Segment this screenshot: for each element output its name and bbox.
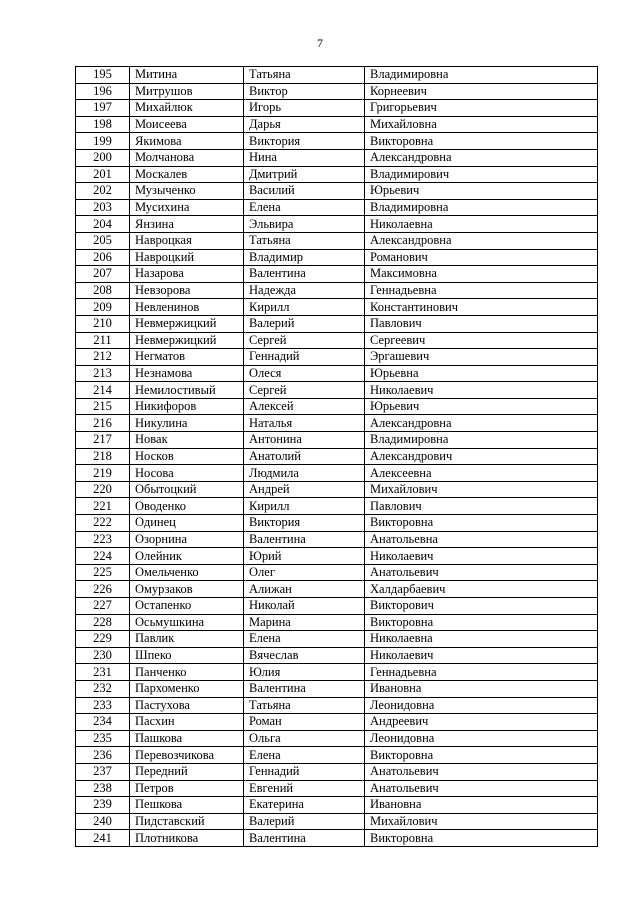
patronymic-cell: Геннадьевна xyxy=(365,282,598,299)
table-row xyxy=(76,282,598,299)
row-number-cell: 222 xyxy=(76,515,130,532)
table-row xyxy=(76,100,598,117)
table-row xyxy=(76,232,598,249)
row-number-cell: 216 xyxy=(76,415,130,432)
first-name-cell: Кирилл xyxy=(244,498,365,515)
row-number-cell: 202 xyxy=(76,183,130,200)
table-row xyxy=(76,133,598,150)
last-name-cell: Носков xyxy=(130,448,244,465)
roster-table xyxy=(75,66,598,847)
last-name-cell: Шпеко xyxy=(130,647,244,664)
last-name-cell: Пидставский xyxy=(130,813,244,830)
patronymic-cell: Александрович xyxy=(365,448,598,465)
patronymic-cell: Анатольевна xyxy=(365,531,598,548)
first-name-cell: Надежда xyxy=(244,282,365,299)
last-name-cell: Одинец xyxy=(130,515,244,532)
table-row xyxy=(76,398,598,415)
table-row xyxy=(76,548,598,565)
table-row xyxy=(76,697,598,714)
table-row xyxy=(76,531,598,548)
table-row xyxy=(76,365,598,382)
row-number-cell: 197 xyxy=(76,100,130,117)
last-name-cell: Музыченко xyxy=(130,183,244,200)
patronymic-cell: Викторович xyxy=(365,598,598,615)
first-name-cell: Владимир xyxy=(244,249,365,266)
last-name-cell: Мусихина xyxy=(130,199,244,216)
row-number-cell: 209 xyxy=(76,299,130,316)
last-name-cell: Моисеева xyxy=(130,116,244,133)
first-name-cell: Марина xyxy=(244,614,365,631)
patronymic-cell: Юрьевич xyxy=(365,398,598,415)
last-name-cell: Невмержицкий xyxy=(130,332,244,349)
table-row xyxy=(76,216,598,233)
last-name-cell: Передний xyxy=(130,763,244,780)
first-name-cell: Василий xyxy=(244,183,365,200)
last-name-cell: Осьмушкина xyxy=(130,614,244,631)
first-name-cell: Елена xyxy=(244,631,365,648)
last-name-cell: Оводенко xyxy=(130,498,244,515)
table-row xyxy=(76,432,598,449)
last-name-cell: Олейник xyxy=(130,548,244,565)
first-name-cell: Ольга xyxy=(244,730,365,747)
table-row xyxy=(76,647,598,664)
patronymic-cell: Анатольевич xyxy=(365,763,598,780)
first-name-cell: Роман xyxy=(244,714,365,731)
last-name-cell: Янзина xyxy=(130,216,244,233)
table-row xyxy=(76,780,598,797)
table-row xyxy=(76,664,598,681)
row-number-cell: 199 xyxy=(76,133,130,150)
table-row xyxy=(76,332,598,349)
table-row xyxy=(76,166,598,183)
table-row xyxy=(76,830,598,847)
row-number-cell: 232 xyxy=(76,680,130,697)
first-name-cell: Валентина xyxy=(244,266,365,283)
first-name-cell: Виктор xyxy=(244,83,365,100)
row-number-cell: 233 xyxy=(76,697,130,714)
patronymic-cell: Александровна xyxy=(365,149,598,166)
row-number-cell: 213 xyxy=(76,365,130,382)
page-number: 7 xyxy=(317,36,323,50)
row-number-cell: 225 xyxy=(76,564,130,581)
row-number-cell: 206 xyxy=(76,249,130,266)
patronymic-cell: Юрьевич xyxy=(365,183,598,200)
first-name-cell: Валерий xyxy=(244,813,365,830)
patronymic-cell: Константинович xyxy=(365,299,598,316)
first-name-cell: Татьяна xyxy=(244,232,365,249)
patronymic-cell: Максимовна xyxy=(365,266,598,283)
row-number-cell: 241 xyxy=(76,830,130,847)
first-name-cell: Дарья xyxy=(244,116,365,133)
patronymic-cell: Викторовна xyxy=(365,747,598,764)
patronymic-cell: Романович xyxy=(365,249,598,266)
row-number-cell: 196 xyxy=(76,83,130,100)
patronymic-cell: Николаевна xyxy=(365,216,598,233)
last-name-cell: Носова xyxy=(130,465,244,482)
last-name-cell: Якимова xyxy=(130,133,244,150)
table-row xyxy=(76,199,598,216)
first-name-cell: Сергей xyxy=(244,382,365,399)
table-row xyxy=(76,116,598,133)
last-name-cell: Плотникова xyxy=(130,830,244,847)
last-name-cell: Омурзаков xyxy=(130,581,244,598)
last-name-cell: Омельченко xyxy=(130,564,244,581)
first-name-cell: Юрий xyxy=(244,548,365,565)
table-row xyxy=(76,249,598,266)
row-number-cell: 217 xyxy=(76,432,130,449)
row-number-cell: 198 xyxy=(76,116,130,133)
patronymic-cell: Николаевна xyxy=(365,631,598,648)
table-row xyxy=(76,680,598,697)
row-number-cell: 236 xyxy=(76,747,130,764)
last-name-cell: Панченко xyxy=(130,664,244,681)
patronymic-cell: Ивановна xyxy=(365,680,598,697)
last-name-cell: Негматов xyxy=(130,349,244,366)
row-number-cell: 212 xyxy=(76,349,130,366)
row-number-cell: 228 xyxy=(76,614,130,631)
row-number-cell: 201 xyxy=(76,166,130,183)
row-number-cell: 203 xyxy=(76,199,130,216)
row-number-cell: 205 xyxy=(76,232,130,249)
patronymic-cell: Николаевич xyxy=(365,647,598,664)
patronymic-cell: Викторовна xyxy=(365,515,598,532)
first-name-cell: Валентина xyxy=(244,830,365,847)
last-name-cell: Новак xyxy=(130,432,244,449)
patronymic-cell: Павлович xyxy=(365,498,598,515)
patronymic-cell: Александровна xyxy=(365,232,598,249)
table-row xyxy=(76,315,598,332)
last-name-cell: Михайлюк xyxy=(130,100,244,117)
patronymic-cell: Корнеевич xyxy=(365,83,598,100)
first-name-cell: Валентина xyxy=(244,531,365,548)
last-name-cell: Никулина xyxy=(130,415,244,432)
first-name-cell: Алексей xyxy=(244,398,365,415)
first-name-cell: Алижан xyxy=(244,581,365,598)
table-row xyxy=(76,581,598,598)
patronymic-cell: Владимировна xyxy=(365,199,598,216)
patronymic-cell: Анатольевич xyxy=(365,564,598,581)
first-name-cell: Нина xyxy=(244,149,365,166)
row-number-cell: 224 xyxy=(76,548,130,565)
first-name-cell: Валерий xyxy=(244,315,365,332)
last-name-cell: Обытоцкий xyxy=(130,481,244,498)
first-name-cell: Татьяна xyxy=(244,67,365,84)
first-name-cell: Людмила xyxy=(244,465,365,482)
patronymic-cell: Николаевич xyxy=(365,548,598,565)
patronymic-cell: Павлович xyxy=(365,315,598,332)
first-name-cell: Наталья xyxy=(244,415,365,432)
patronymic-cell: Леонидовна xyxy=(365,730,598,747)
table-row xyxy=(76,813,598,830)
row-number-cell: 208 xyxy=(76,282,130,299)
row-number-cell: 235 xyxy=(76,730,130,747)
patronymic-cell: Михайловна xyxy=(365,116,598,133)
first-name-cell: Антонина xyxy=(244,432,365,449)
row-number-cell: 210 xyxy=(76,315,130,332)
row-number-cell: 227 xyxy=(76,598,130,615)
row-number-cell: 207 xyxy=(76,266,130,283)
row-number-cell: 229 xyxy=(76,631,130,648)
last-name-cell: Пастухова xyxy=(130,697,244,714)
first-name-cell: Елена xyxy=(244,199,365,216)
first-name-cell: Геннадий xyxy=(244,349,365,366)
table-row xyxy=(76,299,598,316)
patronymic-cell: Михайлович xyxy=(365,813,598,830)
first-name-cell: Татьяна xyxy=(244,697,365,714)
table-row xyxy=(76,614,598,631)
first-name-cell: Елена xyxy=(244,747,365,764)
patronymic-cell: Алексеевна xyxy=(365,465,598,482)
last-name-cell: Назарова xyxy=(130,266,244,283)
patronymic-cell: Владимировна xyxy=(365,432,598,449)
last-name-cell: Петров xyxy=(130,780,244,797)
table-row xyxy=(76,465,598,482)
row-number-cell: 221 xyxy=(76,498,130,515)
row-number-cell: 223 xyxy=(76,531,130,548)
patronymic-cell: Сергеевич xyxy=(365,332,598,349)
row-number-cell: 219 xyxy=(76,465,130,482)
table-row xyxy=(76,714,598,731)
last-name-cell: Навроцкая xyxy=(130,232,244,249)
row-number-cell: 200 xyxy=(76,149,130,166)
first-name-cell: Олеся xyxy=(244,365,365,382)
row-number-cell: 214 xyxy=(76,382,130,399)
first-name-cell: Сергей xyxy=(244,332,365,349)
table-row xyxy=(76,515,598,532)
first-name-cell: Геннадий xyxy=(244,763,365,780)
patronymic-cell: Андреевич xyxy=(365,714,598,731)
table-row xyxy=(76,598,598,615)
row-number-cell: 240 xyxy=(76,813,130,830)
table-row xyxy=(76,498,598,515)
first-name-cell: Эльвира xyxy=(244,216,365,233)
row-number-cell: 239 xyxy=(76,797,130,814)
last-name-cell: Пархоменко xyxy=(130,680,244,697)
patronymic-cell: Владимирович xyxy=(365,166,598,183)
patronymic-cell: Халдарбаевич xyxy=(365,581,598,598)
first-name-cell: Валентина xyxy=(244,680,365,697)
patronymic-cell: Викторовна xyxy=(365,133,598,150)
last-name-cell: Невленинов xyxy=(130,299,244,316)
first-name-cell: Анатолий xyxy=(244,448,365,465)
row-number-cell: 204 xyxy=(76,216,130,233)
patronymic-cell: Юрьевна xyxy=(365,365,598,382)
table-row xyxy=(76,83,598,100)
row-number-cell: 195 xyxy=(76,67,130,84)
last-name-cell: Невмержицкий xyxy=(130,315,244,332)
first-name-cell: Вячеслав xyxy=(244,647,365,664)
row-number-cell: 231 xyxy=(76,664,130,681)
table-row xyxy=(76,448,598,465)
table-row xyxy=(76,564,598,581)
patronymic-cell: Ивановна xyxy=(365,797,598,814)
patronymic-cell: Александровна xyxy=(365,415,598,432)
first-name-cell: Олег xyxy=(244,564,365,581)
last-name-cell: Пешкова xyxy=(130,797,244,814)
patronymic-cell: Николаевич xyxy=(365,382,598,399)
table-row xyxy=(76,266,598,283)
row-number-cell: 226 xyxy=(76,581,130,598)
table-row xyxy=(76,797,598,814)
row-number-cell: 218 xyxy=(76,448,130,465)
patronymic-cell: Анатольевич xyxy=(365,780,598,797)
last-name-cell: Пашкова xyxy=(130,730,244,747)
patronymic-cell: Леонидовна xyxy=(365,697,598,714)
first-name-cell: Дмитрий xyxy=(244,166,365,183)
patronymic-cell: Викторовна xyxy=(365,614,598,631)
last-name-cell: Митрушов xyxy=(130,83,244,100)
last-name-cell: Немилостивый xyxy=(130,382,244,399)
row-number-cell: 237 xyxy=(76,763,130,780)
first-name-cell: Николай xyxy=(244,598,365,615)
patronymic-cell: Григорьевич xyxy=(365,100,598,117)
last-name-cell: Остапенко xyxy=(130,598,244,615)
table-row xyxy=(76,747,598,764)
last-name-cell: Пасхин xyxy=(130,714,244,731)
first-name-cell: Екатерина xyxy=(244,797,365,814)
last-name-cell: Невзорова xyxy=(130,282,244,299)
last-name-cell: Павлик xyxy=(130,631,244,648)
last-name-cell: Митина xyxy=(130,67,244,84)
table-row xyxy=(76,183,598,200)
table-row xyxy=(76,149,598,166)
patronymic-cell: Владимировна xyxy=(365,67,598,84)
last-name-cell: Навроцкий xyxy=(130,249,244,266)
patronymic-cell: Геннадьевна xyxy=(365,664,598,681)
row-number-cell: 211 xyxy=(76,332,130,349)
row-number-cell: 220 xyxy=(76,481,130,498)
row-number-cell: 234 xyxy=(76,714,130,731)
first-name-cell: Виктория xyxy=(244,133,365,150)
table-row xyxy=(76,415,598,432)
first-name-cell: Кирилл xyxy=(244,299,365,316)
last-name-cell: Озорнина xyxy=(130,531,244,548)
table-row xyxy=(76,382,598,399)
row-number-cell: 215 xyxy=(76,398,130,415)
table-row xyxy=(76,631,598,648)
patronymic-cell: Эргашевич xyxy=(365,349,598,366)
first-name-cell: Игорь xyxy=(244,100,365,117)
table-row xyxy=(76,481,598,498)
row-number-cell: 230 xyxy=(76,647,130,664)
first-name-cell: Евгений xyxy=(244,780,365,797)
last-name-cell: Москалев xyxy=(130,166,244,183)
table-row xyxy=(76,349,598,366)
table-row xyxy=(76,730,598,747)
first-name-cell: Андрей xyxy=(244,481,365,498)
last-name-cell: Незнамова xyxy=(130,365,244,382)
first-name-cell: Виктория xyxy=(244,515,365,532)
patronymic-cell: Викторовна xyxy=(365,830,598,847)
first-name-cell: Юлия xyxy=(244,664,365,681)
last-name-cell: Перевозчикова xyxy=(130,747,244,764)
row-number-cell: 238 xyxy=(76,780,130,797)
table-row xyxy=(76,67,598,84)
last-name-cell: Молчанова xyxy=(130,149,244,166)
last-name-cell: Никифоров xyxy=(130,398,244,415)
patronymic-cell: Михайлович xyxy=(365,481,598,498)
table-row xyxy=(76,763,598,780)
roster-table-body xyxy=(76,67,598,847)
